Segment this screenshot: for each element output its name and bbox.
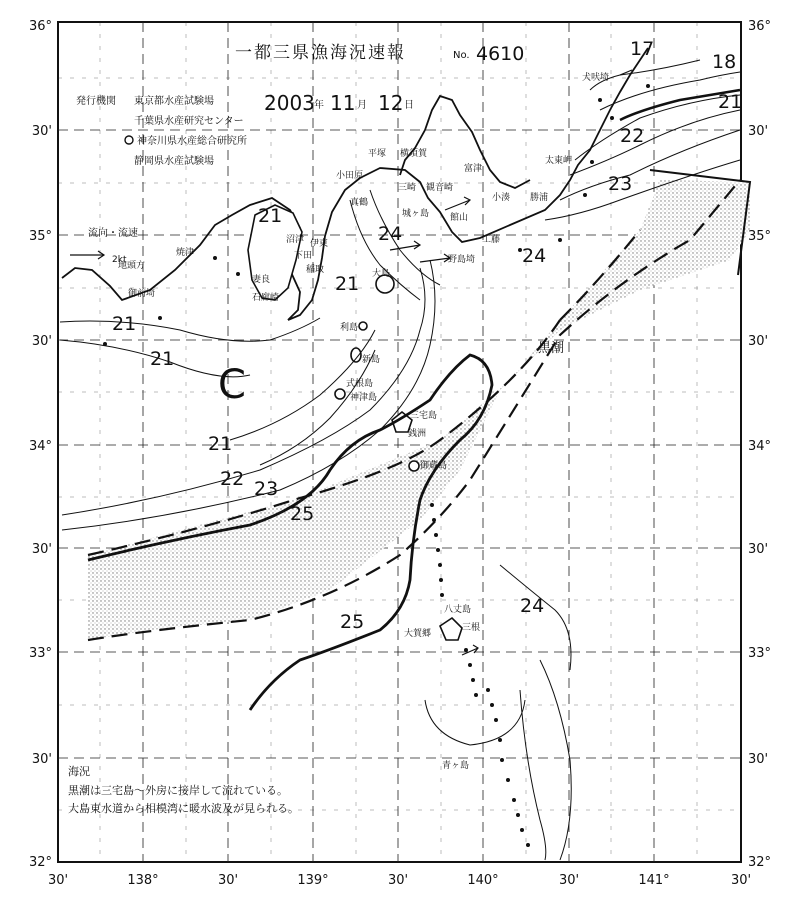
isotherm-label: 22 xyxy=(220,468,245,490)
lat-label: 30' xyxy=(748,334,769,349)
place-label: 神津島 xyxy=(350,393,378,403)
isotherm-label: 25 xyxy=(340,611,365,633)
date-year-unit: 年 xyxy=(314,100,324,111)
lon-label: 30' xyxy=(558,873,580,888)
lat-label: 32° xyxy=(28,855,52,870)
issuer-chiba: 千葉県水産研究センター xyxy=(134,116,244,127)
place-label: 稲取 xyxy=(306,265,325,275)
place-label: 観音崎 xyxy=(426,183,454,193)
date-day-unit: 日 xyxy=(404,100,414,111)
kuroshio-label: 黒潮 xyxy=(538,341,565,356)
place-label: 勝浦 xyxy=(530,193,549,203)
place-label: 御蔵島 xyxy=(420,461,448,471)
lat-label: 33° xyxy=(28,646,52,661)
place-label: 小湊 xyxy=(492,193,511,203)
lat-label: 32° xyxy=(748,855,772,870)
place-label: 大島 xyxy=(372,269,391,279)
longitude-labels xyxy=(48,873,751,888)
lon-label: 140° xyxy=(467,873,499,888)
issuer-tokyo: 東京都水産試験場 xyxy=(134,96,214,107)
place-label: 三宅島 xyxy=(410,411,438,421)
place-label: 銭洲 xyxy=(408,429,427,439)
lon-label: 30' xyxy=(217,873,239,888)
place-label: 式根島 xyxy=(346,379,374,389)
isotherm-label: 24 xyxy=(522,245,547,267)
place-label: 真鶴 xyxy=(350,198,369,208)
isotherm-label: 17 xyxy=(630,38,655,60)
isotherm-label: 24 xyxy=(378,223,403,245)
lat-label: 36° xyxy=(28,19,52,34)
notes-line-1: 黒潮は三宅島～外房に接岸して流れている。 xyxy=(68,784,288,797)
isotherm-label: 23 xyxy=(608,173,633,195)
date-month-unit: 月 xyxy=(357,100,367,111)
lon-label: 30' xyxy=(730,873,752,888)
issuer-kanagawa: 神奈川県水産総合研究所 xyxy=(137,136,247,147)
lat-label: 35° xyxy=(748,229,772,244)
isotherm-label: 23 xyxy=(254,478,279,500)
lat-label: 30' xyxy=(31,124,52,139)
lon-label: 30' xyxy=(387,873,409,888)
isotherm-label: 21 xyxy=(208,433,233,455)
isotherm-label: 21 xyxy=(150,348,175,370)
place-label: 犬吠埼 xyxy=(582,73,610,83)
isotherm-label: 25 xyxy=(290,503,315,525)
place-label: 三根 xyxy=(462,623,481,633)
report-number: 4610 xyxy=(476,43,525,65)
date-day: 12 xyxy=(378,91,404,115)
lon-label: 139° xyxy=(297,873,329,888)
place-label: 焼津 xyxy=(176,248,195,258)
place-label: 伊東 xyxy=(310,239,329,249)
latitude-labels-left xyxy=(29,19,52,870)
place-label: 青ヶ島 xyxy=(442,761,470,771)
lat-label: 35° xyxy=(28,229,52,244)
place-label: 富津 xyxy=(464,164,483,174)
place-label: 平塚 xyxy=(368,149,387,159)
lat-label: 33° xyxy=(748,646,772,661)
place-label: 地頭方 xyxy=(118,261,146,271)
report-title: 一都三県漁海況速報 xyxy=(235,43,406,63)
isotherm-label: 22 xyxy=(620,125,645,147)
notes-heading: 海況 xyxy=(68,765,90,778)
place-label: 太東岬 xyxy=(545,156,573,166)
place-label: 八丈島 xyxy=(444,605,472,615)
notes-line-2: 大島東水道から相模湾に暖水波及が見られる。 xyxy=(68,802,299,815)
lat-label: 30' xyxy=(31,334,52,349)
issued-by-label: 発行機関 xyxy=(76,96,116,107)
cold-water-mark: C xyxy=(218,362,246,408)
place-label: 横須賀 xyxy=(400,149,428,159)
report-no-label: No. xyxy=(453,50,470,61)
lon-label: 30' xyxy=(47,873,69,888)
place-label: 野島埼 xyxy=(448,255,476,265)
place-label: 妻良 xyxy=(252,275,271,285)
map-frame xyxy=(58,22,741,862)
lat-label: 30' xyxy=(748,752,769,767)
lat-label: 30' xyxy=(31,752,52,767)
place-label: 御前埼 xyxy=(128,289,156,299)
isotherm-label: 18 xyxy=(712,51,737,73)
date-year: 2003 xyxy=(264,91,315,115)
place-label: 工藤 xyxy=(482,235,501,245)
isotherm-label: 24 xyxy=(520,595,545,617)
lat-label: 30' xyxy=(748,542,769,557)
place-label: 新島 xyxy=(362,355,381,365)
isotherm-label: 21 xyxy=(718,91,743,113)
lat-label: 34° xyxy=(28,439,52,454)
legend-title: 流向・流速 xyxy=(88,228,138,239)
place-label: 館山 xyxy=(450,213,469,223)
lon-label: 138° xyxy=(127,873,159,888)
place-label: 沼津 xyxy=(286,235,305,245)
place-label: 三崎 xyxy=(398,183,417,193)
isotherm-label: 21 xyxy=(335,273,360,295)
place-label: 小田原 xyxy=(336,171,364,181)
lat-label: 34° xyxy=(748,439,772,454)
place-label: 利島 xyxy=(340,323,359,333)
lon-label: 141° xyxy=(638,873,670,888)
isotherm-label: 21 xyxy=(112,313,137,335)
latitude-labels-right xyxy=(748,19,771,870)
lat-label: 36° xyxy=(748,19,772,34)
place-label: 大賀郷 xyxy=(404,629,432,639)
legend-speed: 2kt xyxy=(112,255,127,265)
place-label: 城ヶ島 xyxy=(402,209,430,219)
date-month: 11 xyxy=(330,91,356,115)
issuer-shizuoka: 静岡県水産試験場 xyxy=(134,156,214,167)
lat-label: 30' xyxy=(31,542,52,557)
isotherm-label: 21 xyxy=(258,205,283,227)
lat-label: 30' xyxy=(748,124,769,139)
place-label: 石廊崎 xyxy=(252,293,280,303)
place-label: 下田 xyxy=(294,251,313,261)
